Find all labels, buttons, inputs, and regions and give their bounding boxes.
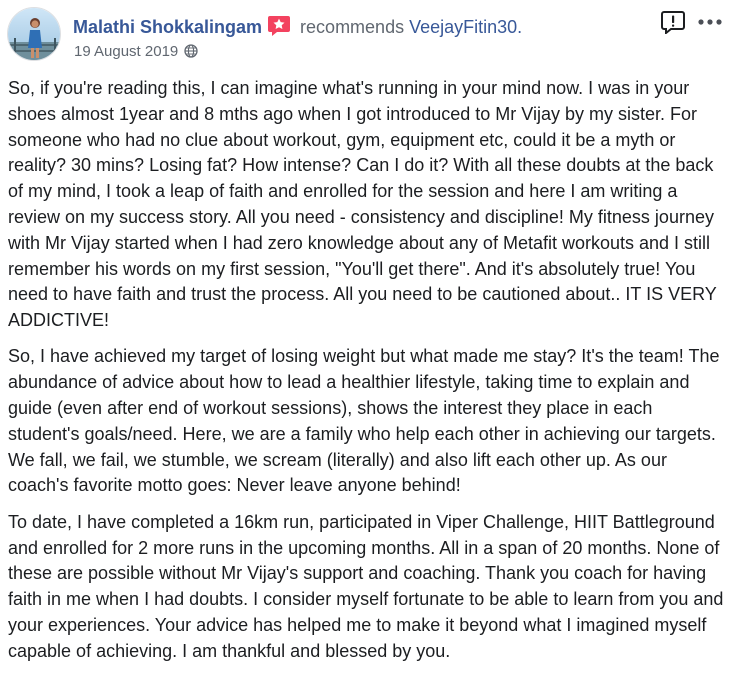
post-paragraph-1: So, if you're reading this, I can imagine what's running in your mind now. I was in your shoes almost 1year and 8 mths ago when I got introduced to Mr Vijay by my sister. For someone who had no clue about workout, gym, equipment etc, could it be a myth or reality? 30 mins? Losing fat? How intense? Can I do it? With all these doubts at the back of my mind, I took a leap of faith and enrolled for the session and here I am writing a review on my success story. All you need - consistency and discipline! My fitness journey with Mr Vijay started when I had zero knowledge about any of Metafit workouts and I still remember his words on my first session, "You'll get there". And it's absolutely true! You need to have faith and trust the process. All you need to be cautioned about.. IT IS VERY ADDICTIVE! <box>8 78 717 331</box>
post-body <box>8 76 726 675</box>
post-date: 19 August 2019 <box>74 43 179 60</box>
post-header <box>0 0 733 66</box>
recommends-verb: recommends <box>300 17 405 37</box>
recommendation-star-badge-icon <box>268 16 290 36</box>
report-button[interactable] <box>661 10 685 34</box>
author-avatar[interactable] <box>7 7 61 61</box>
globe-icon <box>184 44 198 58</box>
report-icon <box>661 10 685 34</box>
post-paragraph-2: So, I have achieved my target of losing weight but what made me stay? It's the team! The abundance of advice about how to lead a healthier lifestyle, taking time to explain and guide (even after end of workout sessions), shows the interest they place in each student's goals/need. Here, we are a family who help each other in achieving our targets. We fall, we fail, we stumble, we scream (literally) and also lift each other up. As our coach's favorite motto goes: Never leave anyone behind! <box>8 346 720 496</box>
profile-photo-icon <box>8 8 61 61</box>
post-headline <box>73 13 522 37</box>
post-date-link[interactable] <box>74 43 198 61</box>
page-name-link[interactable]: VeejayFitin30. <box>409 17 523 37</box>
more-options-button[interactable] <box>697 14 723 30</box>
more-options-icon <box>697 14 723 30</box>
author-name-link[interactable]: Malathi Shokkalingam <box>73 17 263 37</box>
post-paragraph-3: To date, I have completed a 16km run, participated in Viper Challenge, HIIT Battleground and enrolled for 2 more runs in the upcoming months. All in a span of 20 months. None of these are possible without Mr Vijay's support and coaching. Thank you coach for having faith in me when I had doubts. I consider myself fortunate to be able to learn from you and your experiences. Your advice has helped me to make it beyond what I imagined myself capable of achieving. I am thankful and blessed by you. <box>8 511 724 661</box>
